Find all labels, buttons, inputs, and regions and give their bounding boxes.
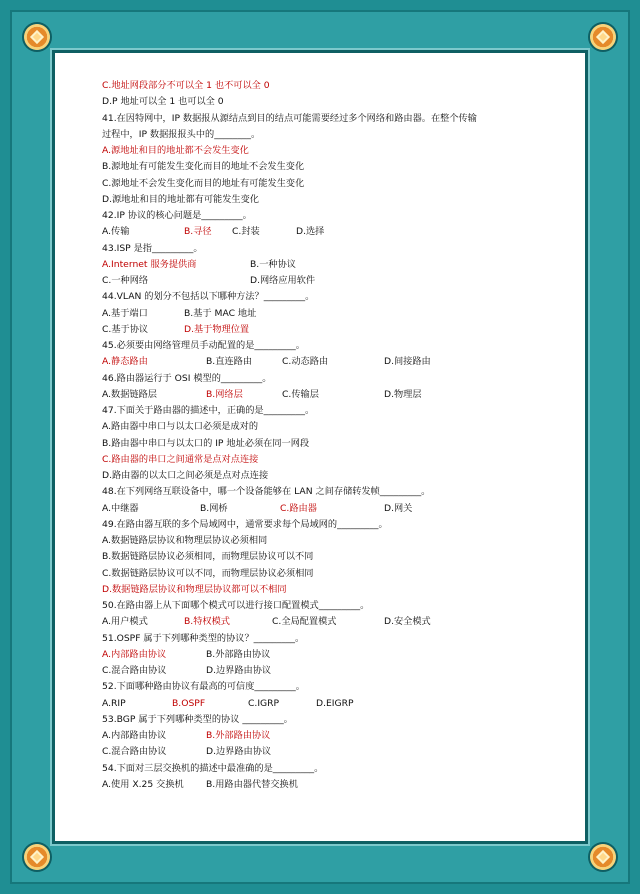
answer-option: B.基于 MAC 地址 — [184, 307, 257, 319]
text-line: C.源地址不会发生变化而目的地址有可能发生变化 — [102, 177, 305, 189]
options-row — [102, 224, 572, 240]
answer-option-correct: B.特权模式 — [184, 616, 230, 628]
text-line: 54.下面对三层交换机的描述中最准确的是_________。 — [102, 762, 324, 774]
answer-option-correct: B.寻径 — [184, 226, 212, 238]
options-row — [102, 728, 572, 744]
answer-option: A.用户模式 — [102, 616, 148, 628]
answer-option-correct: B.网络层 — [206, 388, 243, 400]
text-line: 43.ISP 是指_________。 — [102, 242, 203, 254]
text-line: B.源地址有可能发生变化而目的地址不会发生变化 — [102, 161, 305, 173]
answer-option: A.传输 — [102, 226, 130, 238]
text-line: D.源地址和目的地址都有可能发生变化 — [102, 193, 259, 205]
options-row — [102, 663, 572, 679]
answer-option-correct: B.OSPF — [172, 697, 206, 709]
answer-option: D.网络应用软件 — [250, 275, 316, 286]
text-line: 49.在路由器互联的多个局域网中，通常要求每个局域网的_________。 — [102, 518, 388, 530]
options-row — [102, 257, 572, 273]
answer-option: A.RIP — [102, 697, 126, 709]
answer-option: D.物理层 — [384, 388, 422, 400]
options-row — [102, 744, 572, 760]
text-line: C.路由器的串口之间通常是点对点连接 — [102, 453, 259, 465]
text-line: 53.BGP 属于下列哪种类型的协议 _________。 — [102, 713, 293, 725]
text-line: B.路由器中串口与以太口的 IP 地址必须在同一网段 — [102, 437, 310, 449]
answer-option: B.直连路由 — [206, 356, 252, 368]
answer-option: B.外部路由协议 — [206, 648, 271, 660]
options-row — [102, 777, 572, 793]
answer-option: D.选择 — [296, 226, 325, 238]
text-line: 51.OSPF 属于下列哪种类型的协议？_________。 — [102, 632, 305, 644]
answer-option: B.网桥 — [200, 502, 228, 514]
text-line: 44.VLAN 的划分不包括以下哪种方法？_________。 — [102, 291, 315, 303]
options-row — [102, 696, 572, 712]
text-line: 52.下面哪种路由协议有最高的可信度_________。 — [102, 681, 305, 693]
answer-option: D.网关 — [384, 502, 413, 514]
corner-ornament-icon — [590, 844, 616, 870]
answer-option: A.中继器 — [102, 502, 139, 514]
answer-option: A.内部路由协议 — [102, 730, 167, 741]
answer-option: D.边界路由协议 — [206, 746, 272, 758]
text-line: D.路由器的以太口之间必须是点对点连接 — [102, 470, 269, 481]
corner-ornament-icon — [24, 844, 50, 870]
question-list — [102, 78, 572, 793]
options-row — [102, 501, 572, 517]
text-line: 42.IP 协议的核心问题是_________。 — [102, 210, 252, 221]
text-line: D.数据链路层协议和物理层协议都可以不相同 — [102, 583, 287, 595]
answer-option-correct: A.Internet 服务提供商 — [102, 258, 197, 270]
answer-option: C.全局配置模式 — [272, 616, 337, 628]
text-line: 45.必须要由网络管理员手动配置的是_________。 — [102, 340, 305, 351]
answer-option: C.封装 — [232, 226, 260, 238]
answer-option-correct: D.基于物理位置 — [184, 323, 250, 335]
answer-option: D.安全模式 — [384, 616, 431, 628]
answer-option: A.使用 X.25 交换机 — [102, 778, 184, 790]
options-row — [102, 273, 572, 289]
text-line: B.数据链路层协议必须相同，而物理层协议可以不同 — [102, 551, 314, 563]
answer-option: D.间接路由 — [384, 356, 431, 368]
text-line: A.源地址和目的地址都不会发生变化 — [102, 145, 249, 156]
text-line: 46.路由器运行于 OSI 模型的_________。 — [102, 372, 272, 384]
answer-option: D.EIGRP — [316, 697, 354, 709]
answer-option-correct: C.路由器 — [280, 502, 317, 514]
text-line: A.数据链路层协议和物理层协议必须相同 — [102, 535, 268, 546]
options-row — [102, 354, 572, 370]
text-line: 47.下面关于路由器的描述中，正确的是_________。 — [102, 405, 315, 416]
text-line: 41.在因特网中，IP 数据报从源结点到目的结点可能需要经过多个网络和路由器。在整个传输 — [102, 112, 477, 124]
answer-option: A.基于端口 — [102, 307, 148, 319]
options-row — [102, 614, 572, 630]
text-line: A.路由器中串口与以太口必须是成对的 — [102, 421, 259, 433]
corner-ornament-icon — [24, 24, 50, 50]
options-row — [102, 647, 572, 663]
text-line: 50.在路由器上从下面哪个模式可以进行接口配置模式_________。 — [102, 600, 370, 611]
answer-option-correct: B.外部路由协议 — [206, 730, 271, 741]
options-row — [102, 387, 572, 403]
answer-option: C.IGRP — [248, 697, 280, 709]
text-line: D.P 地址可以全 1 也可以全 0 — [102, 96, 224, 108]
answer-option: A.数据链路层 — [102, 388, 157, 400]
answer-option: B.一种协议 — [250, 258, 296, 270]
text-line: 过程中，IP 数据报报头中的________。 — [102, 128, 261, 140]
answer-option: C.一种网络 — [102, 275, 149, 286]
answer-option-correct: A.静态路由 — [102, 356, 148, 368]
options-row — [102, 322, 572, 338]
answer-option: C.基于协议 — [102, 323, 149, 335]
corner-ornament-icon — [590, 24, 616, 50]
answer-option: D.边界路由协议 — [206, 665, 272, 676]
options-row — [102, 306, 572, 322]
text-line: C.数据链路层协议可以不同，而物理层协议必须相同 — [102, 567, 314, 579]
answer-option: C.动态路由 — [282, 356, 329, 368]
answer-option: C.混合路由协议 — [102, 665, 167, 676]
answer-option-correct: A.内部路由协议 — [102, 648, 167, 660]
answer-option: C.传输层 — [282, 388, 319, 400]
text-line: 48.在下列网络互联设备中，哪一个设备能够在 LAN 之间存储转发帧_________。 — [102, 486, 431, 498]
answer-option: C.混合路由协议 — [102, 746, 167, 758]
text-line: C.地址网段部分不可以全 1 也不可以全 0 — [102, 80, 270, 91]
answer-option: B.用路由器代替交换机 — [206, 778, 298, 790]
